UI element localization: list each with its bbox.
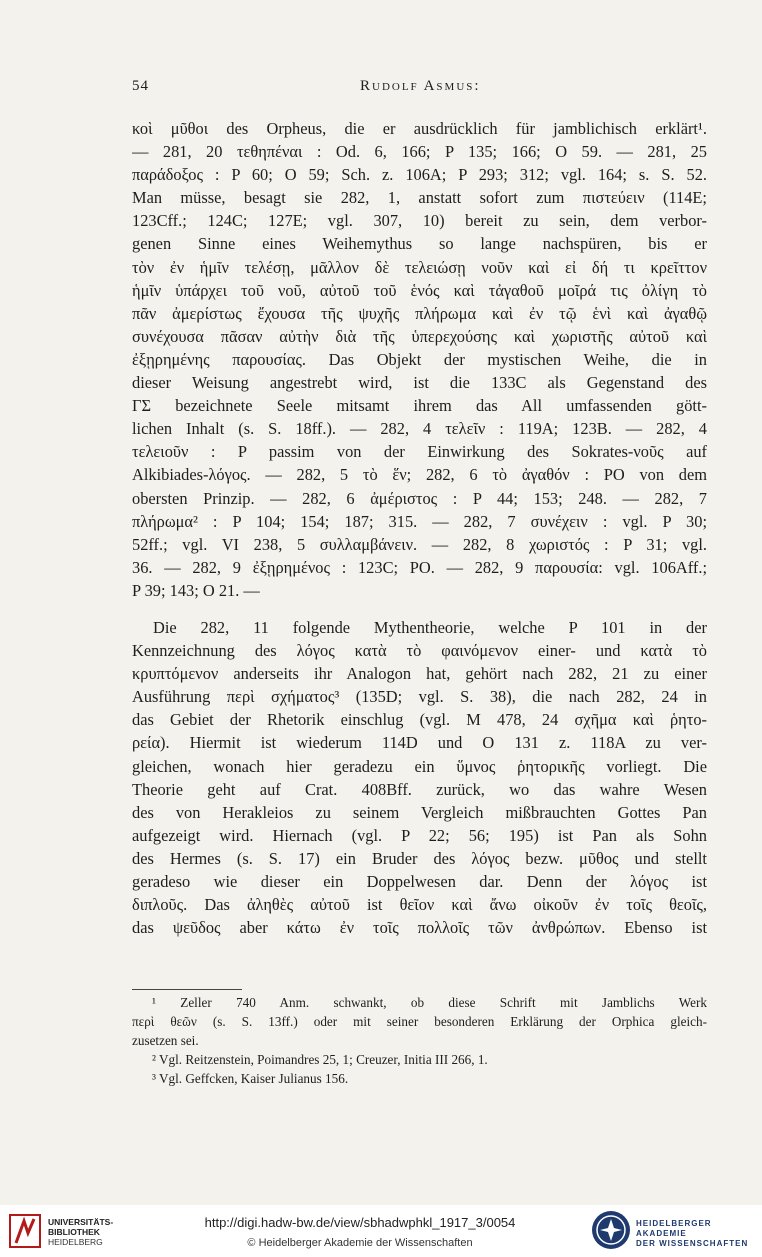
text-line: des von Herakleios zu seinem Vergleich mißbrauchten Gottes Pan [132, 802, 707, 822]
university-library-logo-icon [8, 1211, 44, 1251]
text-line: κοὶ μῦθοι des Orpheus, die er ausdrücklich für jamblichisch erklärt¹. [132, 119, 707, 138]
text-line: P 39; 143; O 21. — [132, 580, 260, 600]
text-line: πᾶν ἀμερίστως ἔχουσα τῆς ψυχῆς πλήρωμα καὶ ἐν τῷ ἑνὶ καὶ ἀγαθῷ [132, 303, 707, 323]
running-header [132, 78, 707, 102]
text-line: — 281, 20 τεθηπέναι : Od. 6, 166; P 135; 166; O 59. — 281, 25 [132, 142, 707, 162]
text-line: dieser Weisung angestrebt wird, ist die 133C als Gegenstand des [132, 373, 707, 393]
text-line: 123Cff.; 124C; 127E; vgl. 307, 10) bereit zu sein, dem verbor- [132, 211, 707, 231]
footnote-line: περὶ θεῶν (s. S. 13ff.) oder mit seiner besonderen Erklärung der Orphica gleich- [132, 1014, 707, 1029]
academy-name: HEIDELBERGER AKADEMIE DER WISSENSCHAFTEN [636, 1219, 749, 1248]
text-line: Theorie geht auf Crat. 408Bff. zurück, wo das wahre Wesen [132, 779, 707, 799]
text-line: aufgezeigt wird. Hiernach (vgl. P 22; 56; 195) ist Pan als Sohn [132, 825, 707, 845]
running-title: Rudolf Asmus: [360, 78, 481, 94]
text-line: Die 282, 11 folgende Mythentheorie, welche P 101 in der [153, 617, 707, 637]
footer-bar [0, 1205, 762, 1257]
library-name: UNIVERSITÄTS- BIBLIOTHEK HEIDELBERG [48, 1217, 114, 1247]
text-line: πλήρωμα² : P 104; 154; 187; 315. — 282, 7 συνέχειν : vgl. P 30; [132, 511, 707, 531]
text-line: geradeso wie dieser ein Doppelwesen dar. Denn der λόγος ist [132, 872, 707, 891]
text-line: συνέχουσα πᾶσαν αὐτὴν διὰ τῆς ὑπερεχούσης καὶ χωριστῆς αὐτοῦ καὶ [132, 326, 707, 346]
text-line: ρεία). Hiermit ist wiederum 114D und O 131 z. 118A zu ver- [132, 733, 707, 753]
footnote-rule [132, 989, 242, 990]
text-line: gleichen, wonach hier geradezu ein ὕμνος ῥητορικῆς vorliegt. Die [132, 756, 707, 776]
text-line: τελειοῦν : P passim von der Einwirkung des Sokrates-νοῦς auf [132, 442, 707, 462]
footnote-line: zusetzen sei. [132, 1033, 199, 1048]
body-text [132, 117, 707, 939]
page-number: 54 [132, 78, 149, 94]
permalink-url[interactable]: http://digi.hadw-bw.de/view/sbhadwphkl_1917_3/0054 [204, 1215, 516, 1230]
text-line: des Hermes (s. S. 17) ein Bruder des λόγος bezw. μῦθος und stellt [132, 848, 707, 868]
footnote-line: ² Vgl. Reitzenstein, Poimandres 25, 1; Creuzer, Initia III 266, 1. [152, 1052, 488, 1067]
text-line: 36. — 282, 9 ἐξῃρημένος : 123C; PO. — 282, 9 παρουσία: vgl. 106Aff.; [132, 557, 707, 577]
text-line: τὸν ἐν ἡμῖν τελέσῃ, μᾶλλον δὲ τελειώσῃ νοῦν καὶ εἰ δή τι κρεῖττον [132, 257, 707, 277]
text-line: Alkibiades-λόγος. — 282, 5 τὸ ἕν; 282, 6 τὸ ἀγαθόν : PO von dem [132, 465, 707, 485]
text-line: das Gebiet der Rhetorik einschlug (vgl. M 478, 24 σχῆμα καὶ ῥητο- [132, 710, 707, 730]
footnotes [132, 993, 707, 1088]
text-line: Ausführung περὶ σχήματος³ (135D; vgl. S. 38), die nach 282, 24 in [132, 687, 707, 707]
footnote-line: ³ Vgl. Geffcken, Kaiser Julianus 156. [152, 1071, 349, 1086]
text-line: obersten Prinzip. — 282, 6 ἀμέριστος : P 44; 153; 248. — 282, 7 [132, 488, 707, 508]
footnote-line: ¹ Zeller 740 Anm. schwankt, ob diese Schrift mit Jamblichs Werk [152, 995, 707, 1010]
text-line: ἐξῃρημένης παρουσίας. Das Objekt der mystischen Weihe, die in [132, 349, 707, 369]
text-line: das ψεῦδος aber κάτω ἐν τοῖς πολλοῖς τῶν ἀνθρώπων. Ebenso ist [132, 918, 707, 938]
text-line: genen Sinne eines Weihemythus so lange nachspüren, bis er [132, 234, 707, 254]
paragraph-gap [132, 602, 707, 616]
copyright-notice: © Heidelberger Akademie der Wissenschaften [247, 1237, 473, 1249]
text-line: Kennzeichnung des λόγος κατὰ τὸ φαινόμενον einer- und κατὰ τὸ [132, 641, 707, 661]
text-line: κρυπτόμενον anderseits ihr Analogon hat, gehört nach 282, 21 zu einer [132, 664, 707, 684]
text-line: Man müsse, besagt sie 282, 1, anstatt sofort zum πιστεύειν (114E; [132, 188, 707, 208]
text-line: ἡμῖν ὑπάρχει τοῦ νοῦ, αὐτοῦ τοῦ ἑνός καὶ τἀγαθοῦ μοῖρά τις ὀλίγη τὸ [132, 280, 707, 300]
academy-seal-icon [590, 1209, 632, 1251]
text-line: παράδοξος : P 60; O 59; Sch. z. 106A; P 293; 312; vgl. 164; s. S. 52. [132, 165, 707, 185]
text-line: 52ff.; vgl. VI 238, 5 συλλαμβάνειν. — 282, 8 χωριστός : P 31; vgl. [132, 534, 707, 554]
text-line: lichen Inhalt (s. S. 18ff.). — 282, 4 τελεῖν : 119A; 123B. — 282, 4 [132, 419, 707, 439]
text-line: διπλοῦς. Das ἀληθὲς αὐτοῦ ist θεῖον καὶ ἄνω οἰκοῦν ἐν τοῖς θεοῖς, [132, 895, 707, 915]
text-line: ΓΣ bezeichnete Seele mitsamt ihrem das All umfassenden gött- [132, 396, 707, 416]
